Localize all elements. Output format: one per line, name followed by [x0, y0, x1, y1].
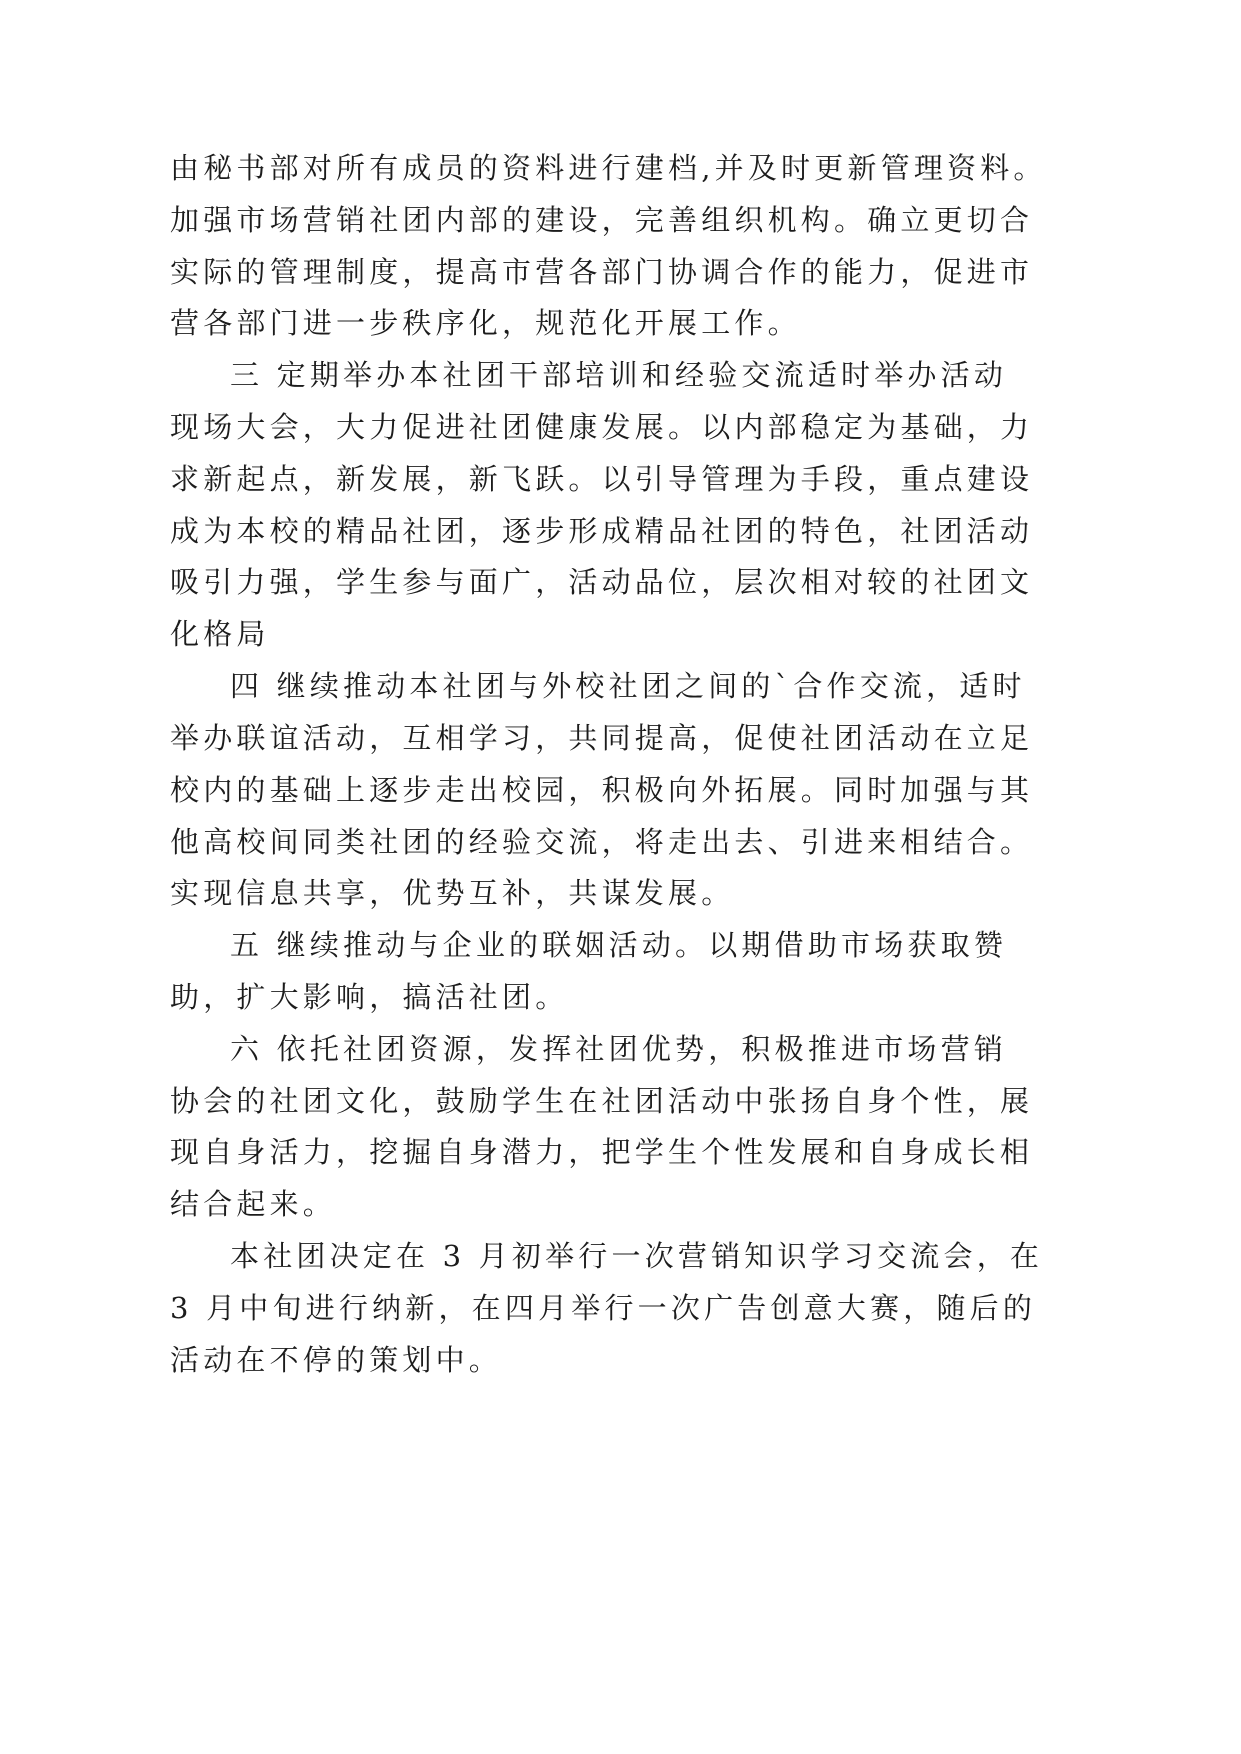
text-line: 3 月中旬进行纳新，在四月举行一次广告创意大赛，随后的 — [170, 1291, 1037, 1325]
text-line: 由秘书部对所有成员的资料进行建档,并及时更新管理资料。 — [170, 151, 1047, 185]
section-six-heading-line: 六 依托社团资源，发挥社团优势，积极推进市场营销 — [230, 1032, 1008, 1066]
text-line: 举办联谊活动，互相学习，共同提高，促使社团活动在立足 — [170, 721, 1034, 755]
text-line: 校内的基础上逐步走出校园，积极向外拓展。同时加强与其 — [170, 773, 1034, 807]
text-line: 加强市场营销社团内部的建设，完善组织机构。确立更切合 — [170, 203, 1034, 237]
section-three-heading-line: 三 定期举办本社团干部培训和经验交流适时举办活动 — [230, 358, 1008, 392]
text-line: 化格局 — [170, 617, 270, 651]
text-line: 营各部门进一步秩序化，规范化开展工作。 — [170, 306, 801, 340]
text-line: 实际的管理制度，提高市营各部门协调合作的能力，促进市 — [170, 255, 1034, 289]
text-line: 他高校间同类社团的经验交流，将走出去、引进来相结合。 — [170, 825, 1034, 859]
section-five-heading-line: 五 继续推动与企业的联姻活动。以期借助市场获取赞 — [230, 928, 1008, 962]
text-line: 实现信息共享，优势互补，共谋发展。 — [170, 876, 735, 910]
text-line: 助，扩大影响，搞活社团。 — [170, 980, 569, 1014]
section-four-heading-line: 四 继续推动本社团与外校社团之间的`合作交流，适时 — [230, 669, 1026, 703]
text-line: 求新起点，新发展，新飞跃。以引导管理为手段，重点建设 — [170, 462, 1034, 496]
text-line: 现场大会，大力促进社团健康发展。以内部稳定为基础，力 — [170, 410, 1034, 444]
text-line: 成为本校的精品社团，逐步形成精品社团的特色，社团活动 — [170, 514, 1034, 548]
schedule-paragraph-line: 本社团决定在 3 月初举行一次营销知识学习交流会，在 — [230, 1239, 1044, 1273]
text-line: 协会的社团文化，鼓励学生在社团活动中张扬自身个性，展 — [170, 1084, 1034, 1118]
text-line: 吸引力强，学生参与面广，活动品位，层次相对较的社团文 — [170, 565, 1034, 599]
text-line: 活动在不停的策划中。 — [170, 1343, 503, 1377]
text-line: 现自身活力，挖掘自身潜力，把学生个性发展和自身成长相 — [170, 1135, 1034, 1169]
text-line: 结合起来。 — [170, 1187, 337, 1221]
